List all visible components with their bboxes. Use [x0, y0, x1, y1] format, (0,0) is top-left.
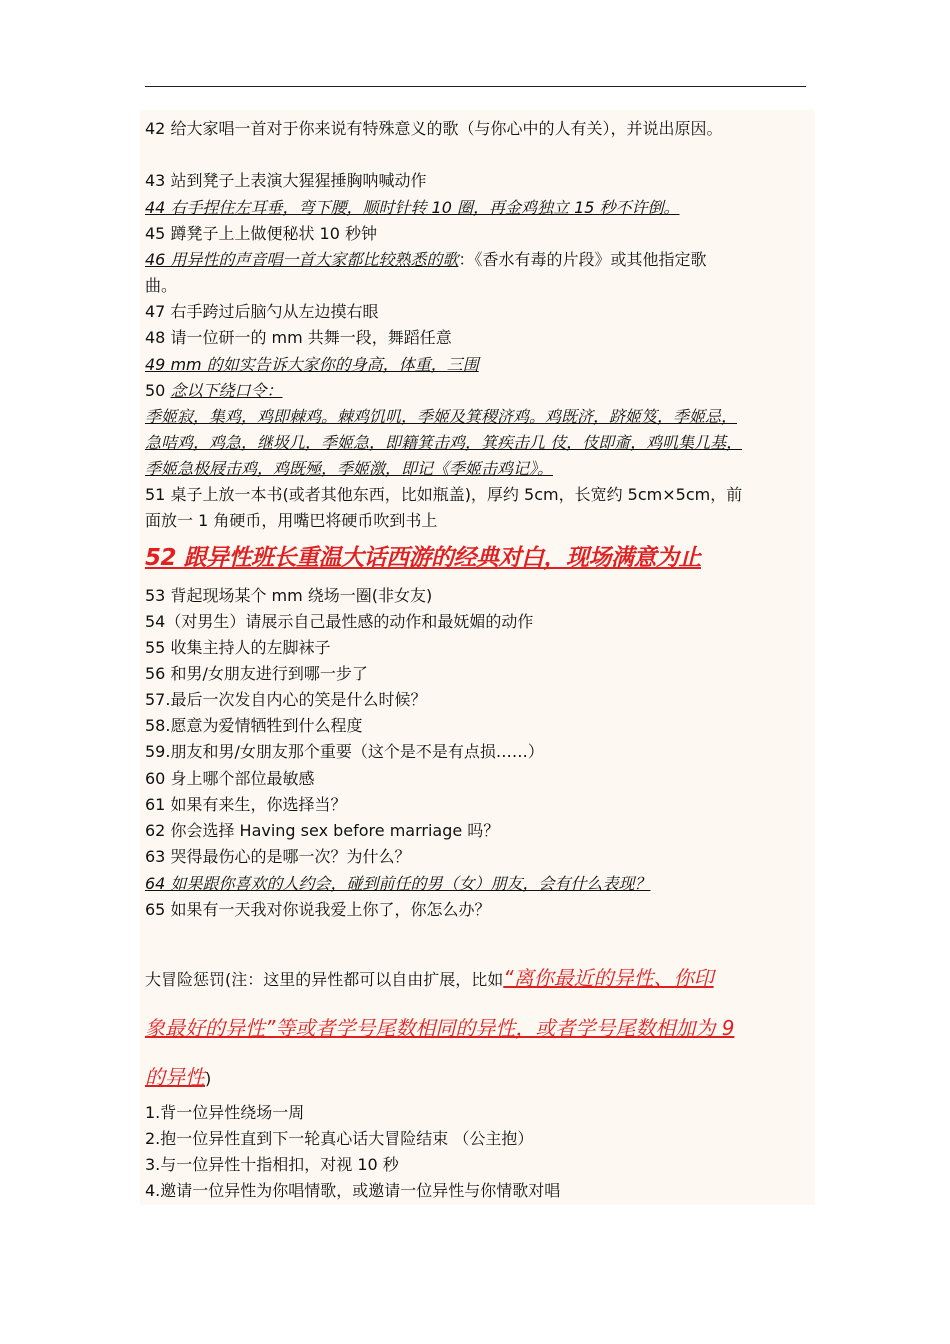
header-rule — [145, 86, 806, 87]
item-64: 64 如果跟你喜欢的人约会，碰到前任的男（女）朋友，会有什么表现？ — [145, 874, 651, 893]
item-44: 44 右手捏住左耳垂，弯下腰，顺时针转 10 圈，再金鸡独立 15 秒不许倒。 — [145, 198, 680, 217]
item-60: 60 身上哪个部位最敏感 — [145, 769, 315, 788]
item-57: 57.最后一次发自内心的笑是什么时候？ — [145, 690, 427, 709]
punishment-example-3: 的异性 — [145, 1065, 205, 1089]
punishment-example-2: 象最好的异性”等或者学号尾数相同的异性，或者学号尾数相加为 9 — [145, 1016, 735, 1040]
item-45: 45 蹲凳子上上做便秘状 10 秒钟 — [145, 224, 377, 243]
item-65: 65 如果有一天我对你说我爱上你了，你怎么办？ — [145, 900, 491, 919]
item-63: 63 哭得最伤心的是哪一次？为什么？ — [145, 847, 411, 866]
item-46-emphasis: 46 用异性的声音唱一首大家都比较熟悉的歌 — [145, 250, 459, 269]
item-53: 53 背起现场某个 mm 绕场一圈(非女友) — [145, 586, 433, 605]
tongue-twister-line-2: 急咭鸡，鸡急，继圾几，季姬急，即籍箕击鸡，箕疾击几 伎，伎即齑，鸡叽集几基， — [145, 433, 743, 452]
item-59: 59.朋友和男/女朋友那个重要（这个是不是有点损……） — [145, 742, 544, 761]
item-47: 47 右手跨过后脑勺从左边摸右眼 — [145, 302, 379, 321]
item-46-cont: 曲。 — [145, 276, 178, 295]
item-51-cont: 面放一 1 角硬币，用嘴巴将硬币吹到书上 — [145, 511, 438, 530]
item-61: 61 如果有来生，你选择当？ — [145, 795, 347, 814]
punishment-close: ) — [205, 1069, 212, 1088]
item-55: 55 收集主持人的左脚袜子 — [145, 638, 331, 657]
punishment-example-line-3 — [145, 1060, 211, 1096]
item-54: 54（对男生）请展示自己最性感的动作和最妩媚的动作 — [145, 612, 534, 631]
punishment-example-1: “离你最近的异性、你印 — [503, 966, 714, 990]
item-52-highlight: 52 跟异性班长重温大话西游的经典对白，现场满意为止 — [145, 545, 702, 571]
item-43: 43 站到凳子上表演大猩猩捶胸呐喊动作 — [145, 171, 427, 190]
item-62: 62 你会选择 Having sex before marriage 吗？ — [145, 821, 500, 840]
item-48: 48 请一位研一的 mm 共舞一段，舞蹈任意 — [145, 328, 452, 347]
dare-item-4: 4.邀请一位异性为你唱情歌，或邀请一位异性与你情歌对唱 — [145, 1181, 561, 1200]
item-42: 42 给大家唱一首对于你来说有特殊意义的歌（与你心中的人有关），并说出原因。 — [145, 119, 723, 138]
punishment-example-line-2 — [145, 1011, 734, 1047]
item-46-rest: ：《香水有毒的片段》或其他指定歌 — [458, 250, 707, 269]
item-50-title: 念以下绕口令： — [170, 381, 283, 400]
item-58: 58.愿意为爱情牺牲到什么程度 — [145, 716, 363, 735]
item-50 — [145, 378, 282, 404]
item-46 — [145, 247, 706, 273]
item-50-number: 50 — [145, 381, 171, 400]
item-56: 56 和男/女朋友进行到哪一步了 — [145, 664, 368, 683]
punishment-prefix: 大冒险惩罚(注：这里的异性都可以自由扩展，比如 — [145, 970, 504, 989]
tongue-twister-line-3: 季姬急极屐击鸡，鸡既殛，季姬激，即记《季姬击鸡记》。 — [145, 459, 554, 478]
tongue-twister-line-1: 季姬寂，集鸡，鸡即棘鸡。棘鸡饥叽，季姬及箕稷济鸡。鸡既济，跻姬笈，季姬忌， — [145, 407, 738, 426]
dare-item-2: 2.抱一位异性直到下一轮真心话大冒险结束 （公主抱） — [145, 1129, 534, 1148]
dare-item-1: 1.背一位异性绕场一周 — [145, 1103, 305, 1122]
dare-item-3: 3.与一位异性十指相扣，对视 10 秒 — [145, 1155, 399, 1174]
punishment-heading — [145, 961, 714, 997]
item-51: 51 桌子上放一本书(或者其他东西，比如瓶盖)，厚约 5cm，长宽约 5cm×5cm，前 — [145, 485, 743, 504]
item-49: 49 mm 的如实告诉大家你的身高，体重，三围 — [145, 355, 479, 374]
